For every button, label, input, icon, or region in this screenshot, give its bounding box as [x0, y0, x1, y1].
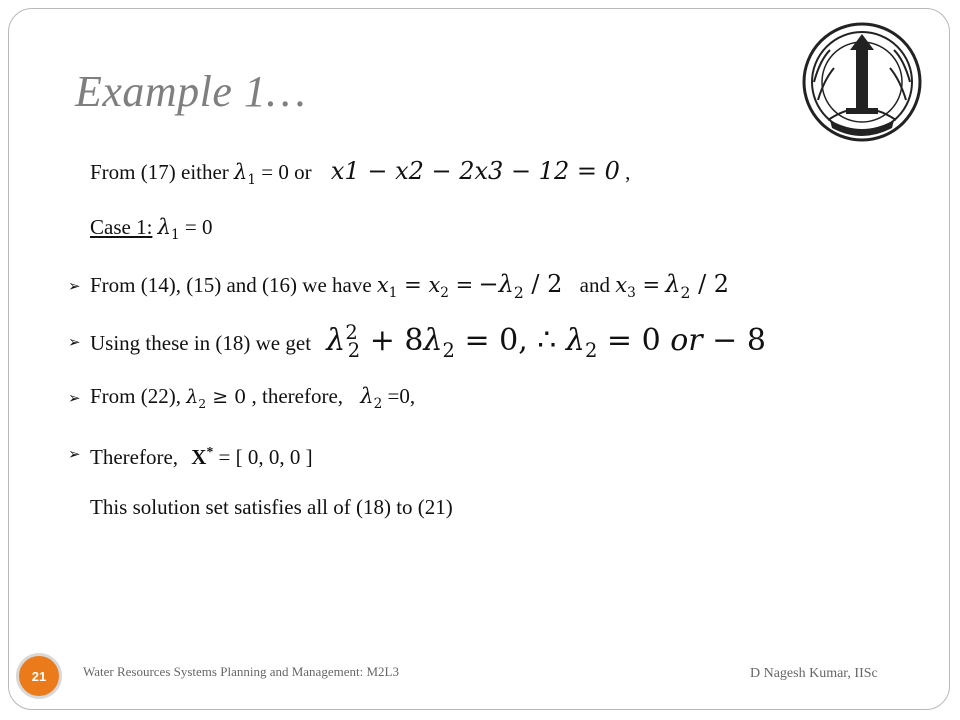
line-1-text-a: From (17) either — [90, 160, 229, 184]
x-star: X* — [191, 444, 214, 469]
lambda-1: $\lambda_1$ — [234, 160, 257, 189]
lambda-1-case: $\lambda_1$ — [157, 215, 180, 244]
slide-title: Example 1… — [75, 67, 307, 116]
arrow-bullet-icon: ➢ — [68, 279, 81, 295]
line-2-text-b: = 0 — [184, 215, 213, 239]
constraint-equation: x1 − x2 − 2x3 − 12 = 0 — [330, 157, 620, 185]
footer-course: Water Resources Systems Planning and Management: M2L3 — [83, 664, 399, 679]
line-3-text-a: From (14), (15) and (16) we have — [90, 273, 372, 297]
lambda2-half: $\lambda_2 / 2$ — [665, 270, 730, 302]
quadratic-equation: $\lambda^2_2 + 8\lambda_2 = 0$, ∴ $\lambda_2 = 0$ or − 8 — [326, 321, 766, 362]
iisc-logo — [800, 20, 925, 145]
x3-eq: $x_3$ = — [615, 273, 661, 302]
page-number-badge: 21 — [16, 653, 62, 699]
line-3-text-b: and — [579, 273, 610, 297]
arrow-bullet-icon: ➢ — [68, 447, 81, 463]
arrow-bullet-icon: ➢ — [68, 391, 81, 407]
line-1 — [90, 158, 630, 193]
neg-lambda2-half: $-\lambda_2 / 2$ — [478, 270, 563, 302]
line-2 — [90, 214, 213, 248]
line-6 — [90, 439, 313, 470]
lambda-2: $\lambda_2$ — [360, 384, 383, 413]
line-4 — [90, 320, 766, 364]
arrow-bullet-icon: ➢ — [68, 335, 81, 351]
footer-author: D Nagesh Kumar, IISc — [750, 666, 878, 681]
line-6-text-b: = [ 0, 0, 0 ] — [218, 445, 313, 469]
lambda2-geq-0: $\lambda_2 \ge 0$ — [186, 386, 247, 411]
line-3 — [90, 271, 729, 306]
case-label: Case 1: — [90, 215, 153, 239]
line-6-text-a: Therefore, — [90, 445, 179, 469]
line-7: This solution set satisfies all of (18) to (21) — [90, 495, 453, 519]
line-1-text-b: = 0 or — [261, 160, 312, 184]
x1-eq-x2: $x_1 = x_2$ = — [376, 273, 474, 302]
line-4-text-a: Using these in (18) we get — [90, 331, 312, 355]
line-5-text-b: , therefore, — [251, 384, 344, 408]
line-1-text-c: , — [625, 160, 631, 184]
line-5-text-a: From (22), — [90, 384, 181, 408]
line-5 — [90, 383, 415, 417]
line-5-text-c: =0, — [387, 384, 416, 408]
